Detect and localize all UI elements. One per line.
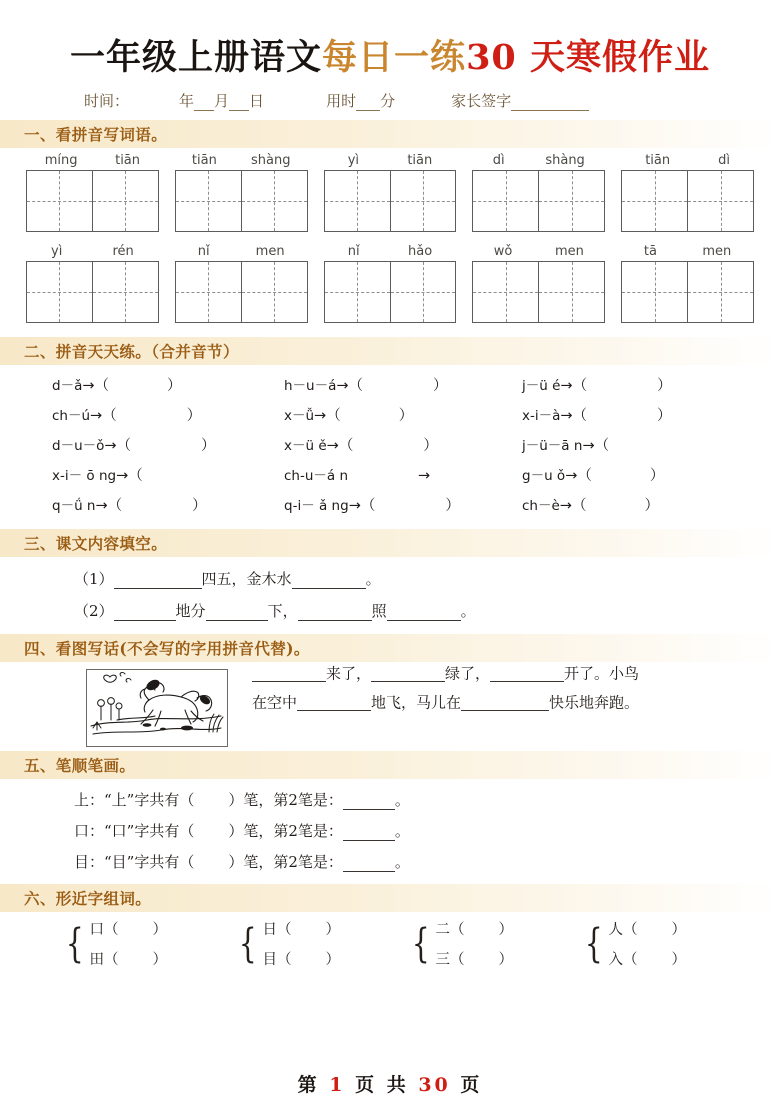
tianzige-pair[interactable] xyxy=(26,261,159,323)
char-label: 田（ xyxy=(89,952,119,969)
page-footer xyxy=(0,1070,780,1097)
horse-meadow-illustration xyxy=(86,669,228,747)
fill-blank[interactable] xyxy=(343,856,395,872)
char-label: 二（ xyxy=(435,922,465,939)
tianzige-cell[interactable] xyxy=(176,262,241,322)
tianzige-row-2 xyxy=(0,259,780,323)
fill-blank[interactable] xyxy=(343,825,395,841)
tianzige-cell[interactable] xyxy=(325,262,390,322)
syllable-parts: x－ü ě xyxy=(284,438,327,455)
answer-paren-close: ） xyxy=(398,408,414,425)
line-text: 来了， xyxy=(326,664,372,683)
stroke-question-prefix: 口：“口”字共有（ xyxy=(74,822,195,841)
arrow-icon: → xyxy=(95,498,108,515)
paren-close: ） xyxy=(152,922,167,939)
tianzige-pair[interactable] xyxy=(621,261,754,323)
char-label: 目（ xyxy=(262,952,292,969)
parent-sign-blank[interactable] xyxy=(511,110,589,111)
answer-paren-open: （ xyxy=(94,378,109,395)
line-text: 地飞，马儿在 xyxy=(371,693,462,712)
char-label: 口（ xyxy=(89,922,119,939)
pinyin-pair xyxy=(26,244,159,259)
line-text: 绿了， xyxy=(445,664,491,683)
picture-line-2 xyxy=(252,695,756,711)
year-label: 年 xyxy=(179,92,195,111)
footer-post: 页 xyxy=(460,1074,483,1096)
question-period: 。 xyxy=(460,602,476,621)
syllable-parts: g－u ǒ xyxy=(522,468,566,485)
stroke-question-prefix: 目：“目”字共有（ xyxy=(74,853,195,872)
tianzige-cell[interactable] xyxy=(687,262,753,322)
answer-paren-open: （ xyxy=(572,378,588,395)
stroke-question-end: 。 xyxy=(394,791,410,810)
similar-char-pair xyxy=(435,918,513,969)
similar-char-bottom[interactable] xyxy=(89,948,167,969)
tianzige-pair[interactable] xyxy=(175,261,308,323)
used-time-label: 用时 xyxy=(326,92,357,111)
tianzige-row-1 xyxy=(0,168,780,232)
month-label: 月 xyxy=(214,92,230,111)
tianzige-cell[interactable] xyxy=(92,262,158,322)
char-label: 人（ xyxy=(608,922,638,939)
pinyin-syllable: men xyxy=(255,244,285,260)
similar-char-top[interactable] xyxy=(262,918,340,939)
pinyin-pair xyxy=(621,244,754,259)
syllable-row xyxy=(0,434,780,455)
stroke-order-row xyxy=(0,789,780,810)
answer-paren-close: ） xyxy=(657,408,672,425)
answer-paren-close: ） xyxy=(657,378,672,395)
syllable-parts: d－u－ǒ xyxy=(52,438,105,455)
arrow-icon: → xyxy=(82,378,95,395)
stroke-question-mid: ）笔，第2笔是： xyxy=(228,822,343,841)
answer-paren-open: （ xyxy=(571,498,587,515)
paren-close: ） xyxy=(325,952,340,969)
syllable-row xyxy=(0,404,780,425)
syllable-parts: ch－ú xyxy=(52,408,91,425)
answer-paren-close: ） xyxy=(423,438,438,455)
syllable-parts: x－ǚ xyxy=(284,408,315,425)
fill-blank[interactable] xyxy=(371,666,445,682)
pinyin-syllable: hǎo xyxy=(408,244,433,260)
stroke-question-mid: ）笔，第2笔是： xyxy=(228,853,343,872)
similar-char-top[interactable] xyxy=(89,918,167,939)
similar-char-bottom[interactable] xyxy=(608,948,686,969)
answer-paren-open: （ xyxy=(594,438,610,455)
pinyin-syllable: wǒ xyxy=(493,244,513,260)
pinyin-syllable: míng xyxy=(44,153,78,169)
answer-paren-open: （ xyxy=(128,468,143,485)
answer-paren-open: （ xyxy=(116,438,132,455)
paren-close: ） xyxy=(498,952,513,969)
section-header-6: 六、形近字组词。 xyxy=(0,884,780,912)
line-text: 在空中 xyxy=(252,693,298,712)
syllable-item[interactable] xyxy=(522,404,754,425)
tianzige-cell[interactable] xyxy=(622,262,687,322)
brace-icon: { xyxy=(65,920,84,967)
title-part-days: 30 天寒假作业 xyxy=(466,37,710,78)
text-fill-q2 xyxy=(0,600,780,621)
pinyin-syllable: yì xyxy=(347,153,360,169)
question-text: 四五，金木水 xyxy=(201,570,292,589)
char-label: 日（ xyxy=(262,922,292,939)
syllable-parts: x-i－ ō ng xyxy=(52,468,117,485)
pinyin-syllable: shàng xyxy=(545,153,585,169)
paren-close: ） xyxy=(498,922,513,939)
arrow-icon: → xyxy=(582,438,595,455)
question-text: 下， xyxy=(267,602,298,621)
pinyin-syllable: dì xyxy=(718,153,730,169)
answer-paren-open: （ xyxy=(326,408,341,425)
syllable-item[interactable] xyxy=(52,464,284,485)
question-number: （1） xyxy=(74,570,114,589)
section-header-2: 二、拼音天天练。（合并音节） xyxy=(0,337,780,365)
tianzige-cell[interactable] xyxy=(390,262,456,322)
brace-icon: { xyxy=(238,920,257,967)
syllable-item[interactable] xyxy=(284,464,522,485)
syllable-parts: d－ǎ xyxy=(52,378,83,395)
arrow-icon: → xyxy=(314,408,327,425)
syllable-parts: j－ü é xyxy=(522,378,561,395)
syllable-parts: j－ü－ā n xyxy=(522,438,583,455)
arrow-icon: → xyxy=(104,438,117,455)
answer-paren-close: ） xyxy=(192,498,207,515)
section-header-5: 五、笔顺笔画。 xyxy=(0,751,780,779)
pinyin-syllable: dì xyxy=(492,153,505,169)
pinyin-syllable: nǐ xyxy=(197,244,210,260)
answer-paren-close: ） xyxy=(167,378,182,395)
question-period: 。 xyxy=(365,570,381,589)
paren-close: ） xyxy=(671,952,686,969)
text-fill-q1 xyxy=(0,568,780,589)
answer-paren-open: （ xyxy=(348,378,364,395)
arrow-icon: → xyxy=(90,408,103,425)
syllable-item[interactable] xyxy=(522,494,754,515)
stroke-order-row xyxy=(0,820,780,841)
tianzige-cell[interactable] xyxy=(241,262,307,322)
syllable-parts: q-i－ ǎ ng xyxy=(284,498,349,515)
similar-char-top[interactable] xyxy=(435,918,513,939)
similar-chars-row xyxy=(0,912,780,969)
pinyin-pair xyxy=(324,153,457,168)
arrow-icon: → xyxy=(116,468,129,485)
pinyin-syllable: tiān xyxy=(645,153,671,169)
answer-paren-open: （ xyxy=(338,438,354,455)
fill-blank[interactable] xyxy=(297,695,371,711)
footer-total-pages: 30 xyxy=(418,1074,451,1096)
stroke-order-row xyxy=(0,851,780,872)
brace-icon: { xyxy=(584,920,603,967)
title-part-daily: 每日一练 xyxy=(322,37,467,78)
syllable-parts: x-i－à xyxy=(522,408,561,425)
answer-paren-close: ） xyxy=(186,408,202,425)
syllable-item[interactable] xyxy=(284,494,522,515)
pinyin-row-2 xyxy=(0,232,780,259)
arrow-icon: → xyxy=(565,468,578,485)
tianzige-cell[interactable] xyxy=(473,262,538,322)
answer-paren-close: ） xyxy=(433,378,448,395)
syllable-parts: h－u－á xyxy=(284,378,337,395)
tianzige-cell[interactable] xyxy=(176,171,241,231)
tianzige-pair[interactable] xyxy=(621,170,754,232)
pinyin-pair xyxy=(175,153,308,168)
section-header-3: 三、课文内容填空。 xyxy=(0,529,780,557)
tianzige-cell[interactable] xyxy=(622,171,687,231)
arrow-icon: → xyxy=(560,408,573,425)
tianzige-cell[interactable] xyxy=(27,262,92,322)
tianzige-cell[interactable] xyxy=(473,171,538,231)
syllable-item[interactable] xyxy=(52,494,284,515)
similar-char-top[interactable] xyxy=(608,918,686,939)
fill-blank[interactable] xyxy=(490,666,564,682)
syllable-parts: ch-u－á n xyxy=(284,468,349,485)
tianzige-pair[interactable] xyxy=(324,261,457,323)
similar-char-group xyxy=(235,918,408,969)
arrow-icon: → xyxy=(559,498,572,515)
tianzige-pair[interactable] xyxy=(472,261,605,323)
pinyin-syllable: tiān xyxy=(115,153,141,169)
picture-line-1 xyxy=(252,666,756,682)
fill-blank[interactable] xyxy=(387,605,461,621)
question-text: 地分 xyxy=(175,602,206,621)
pinyin-row-1 xyxy=(0,148,780,168)
syllable-item[interactable] xyxy=(284,374,522,395)
fill-blank[interactable] xyxy=(298,605,372,621)
brace-icon: { xyxy=(411,920,430,967)
tianzige-pair[interactable] xyxy=(324,170,457,232)
answer-paren-close: ） xyxy=(445,498,460,515)
paren-close: ） xyxy=(671,922,686,939)
similar-char-group xyxy=(62,918,235,969)
paren-close: ） xyxy=(152,952,167,969)
similar-char-pair xyxy=(608,918,686,969)
arrow-icon: → xyxy=(326,438,339,455)
section-header-4: 四、看图写话(不会写的字用拼音代替)。 xyxy=(0,634,780,662)
question-number: （2） xyxy=(74,602,114,621)
syllable-item[interactable] xyxy=(52,434,284,455)
syllable-item[interactable] xyxy=(52,374,284,395)
title-part-subject: 一年级上册语文 xyxy=(70,37,323,78)
month-blank[interactable] xyxy=(229,110,249,111)
footer-page-number: 1 xyxy=(329,1074,346,1096)
pinyin-syllable: men xyxy=(554,244,584,260)
section-header-1: 一、看拼音写词语。 xyxy=(0,120,780,148)
pinyin-syllable: shàng xyxy=(251,153,291,169)
stroke-question-end: 。 xyxy=(394,822,410,841)
minute-label: 分 xyxy=(380,92,396,111)
info-row xyxy=(0,78,780,111)
fill-blank[interactable] xyxy=(252,666,326,682)
arrow-icon: → xyxy=(418,468,431,485)
tianzige-cell[interactable] xyxy=(27,171,92,231)
similar-char-pair xyxy=(262,918,340,969)
tianzige-cell[interactable] xyxy=(325,171,390,231)
stroke-question-mid: ）笔，第2笔是： xyxy=(228,791,343,810)
tianzige-cell[interactable] xyxy=(241,171,307,231)
parent-sign-label: 家长签字 xyxy=(451,92,512,111)
syllable-item[interactable] xyxy=(284,404,522,425)
answer-paren-close: ） xyxy=(649,468,665,485)
pinyin-pair xyxy=(324,244,457,259)
similar-char-pair xyxy=(89,918,167,969)
tianzige-cell[interactable] xyxy=(538,262,604,322)
pinyin-syllable: rén xyxy=(112,244,134,260)
arrow-icon: → xyxy=(348,498,361,515)
pinyin-pair xyxy=(175,244,308,259)
footer-mid: 页 共 xyxy=(355,1074,409,1096)
char-label: 三（ xyxy=(435,952,465,969)
answer-paren-close: ） xyxy=(644,498,659,515)
fill-blank[interactable] xyxy=(206,605,268,621)
page-title xyxy=(0,0,780,78)
used-time-blank[interactable] xyxy=(356,110,380,111)
syllable-row xyxy=(0,494,780,515)
arrow-icon: → xyxy=(336,378,349,395)
pinyin-syllable: tiān xyxy=(191,153,217,169)
char-label: 入（ xyxy=(608,952,638,969)
syllable-item[interactable] xyxy=(522,374,754,395)
pinyin-pair xyxy=(472,244,605,259)
arrow-icon: → xyxy=(560,378,573,395)
similar-char-bottom[interactable] xyxy=(262,948,340,969)
syllable-item[interactable] xyxy=(522,464,754,485)
syllable-item[interactable] xyxy=(52,404,284,425)
fill-blank[interactable] xyxy=(343,794,395,810)
pinyin-syllable: men xyxy=(702,244,732,260)
pinyin-syllable: tiān xyxy=(407,153,433,169)
pinyin-syllable: yì xyxy=(51,244,63,260)
tianzige-cell[interactable] xyxy=(390,171,456,231)
paren-close: ） xyxy=(325,922,340,939)
similar-char-group xyxy=(581,918,754,969)
syllable-item[interactable] xyxy=(284,434,522,455)
fill-blank[interactable] xyxy=(114,605,176,621)
tianzige-pair[interactable] xyxy=(175,170,308,232)
fill-blank[interactable] xyxy=(114,573,202,589)
answer-paren-open: （ xyxy=(107,498,123,515)
line-text: 开了。小鸟 xyxy=(564,664,640,683)
time-label: 时间： xyxy=(84,92,130,111)
answer-paren-close: ） xyxy=(201,438,216,455)
similar-char-group xyxy=(408,918,581,969)
tianzige-cell[interactable] xyxy=(687,171,753,231)
answer-paren-open: （ xyxy=(360,498,376,515)
answer-paren-open: （ xyxy=(102,408,117,425)
pinyin-pair xyxy=(26,153,159,168)
fill-blank[interactable] xyxy=(292,573,366,589)
pinyin-syllable: tā xyxy=(643,244,657,260)
pinyin-pair xyxy=(472,153,605,168)
question-text: 照 xyxy=(371,602,387,621)
syllable-parts: q－ǘ n xyxy=(52,498,96,515)
day-label: 日 xyxy=(249,92,265,111)
footer-pre: 第 xyxy=(297,1074,320,1096)
similar-char-bottom[interactable] xyxy=(435,948,513,969)
answer-paren-open: （ xyxy=(572,408,588,425)
tianzige-pair[interactable] xyxy=(26,170,159,232)
picture-writing-text xyxy=(252,666,756,724)
pinyin-syllable: nǐ xyxy=(347,244,360,260)
tianzige-cell[interactable] xyxy=(92,171,158,231)
stroke-question-end: 。 xyxy=(394,853,410,872)
tianzige-pair[interactable] xyxy=(472,170,605,232)
picture-writing-block xyxy=(0,662,780,747)
syllable-row xyxy=(0,464,780,485)
syllable-parts: ch－è xyxy=(522,498,560,515)
line-text: 快乐地奔跑。 xyxy=(549,693,640,712)
year-blank[interactable] xyxy=(194,110,214,111)
fill-blank[interactable] xyxy=(461,695,549,711)
stroke-question-prefix: 上：“上”字共有（ xyxy=(74,791,195,810)
syllable-row xyxy=(0,374,780,395)
pinyin-pair xyxy=(621,153,754,168)
tianzige-cell[interactable] xyxy=(538,171,604,231)
syllable-item[interactable] xyxy=(522,434,754,455)
answer-paren-open: （ xyxy=(577,468,592,485)
